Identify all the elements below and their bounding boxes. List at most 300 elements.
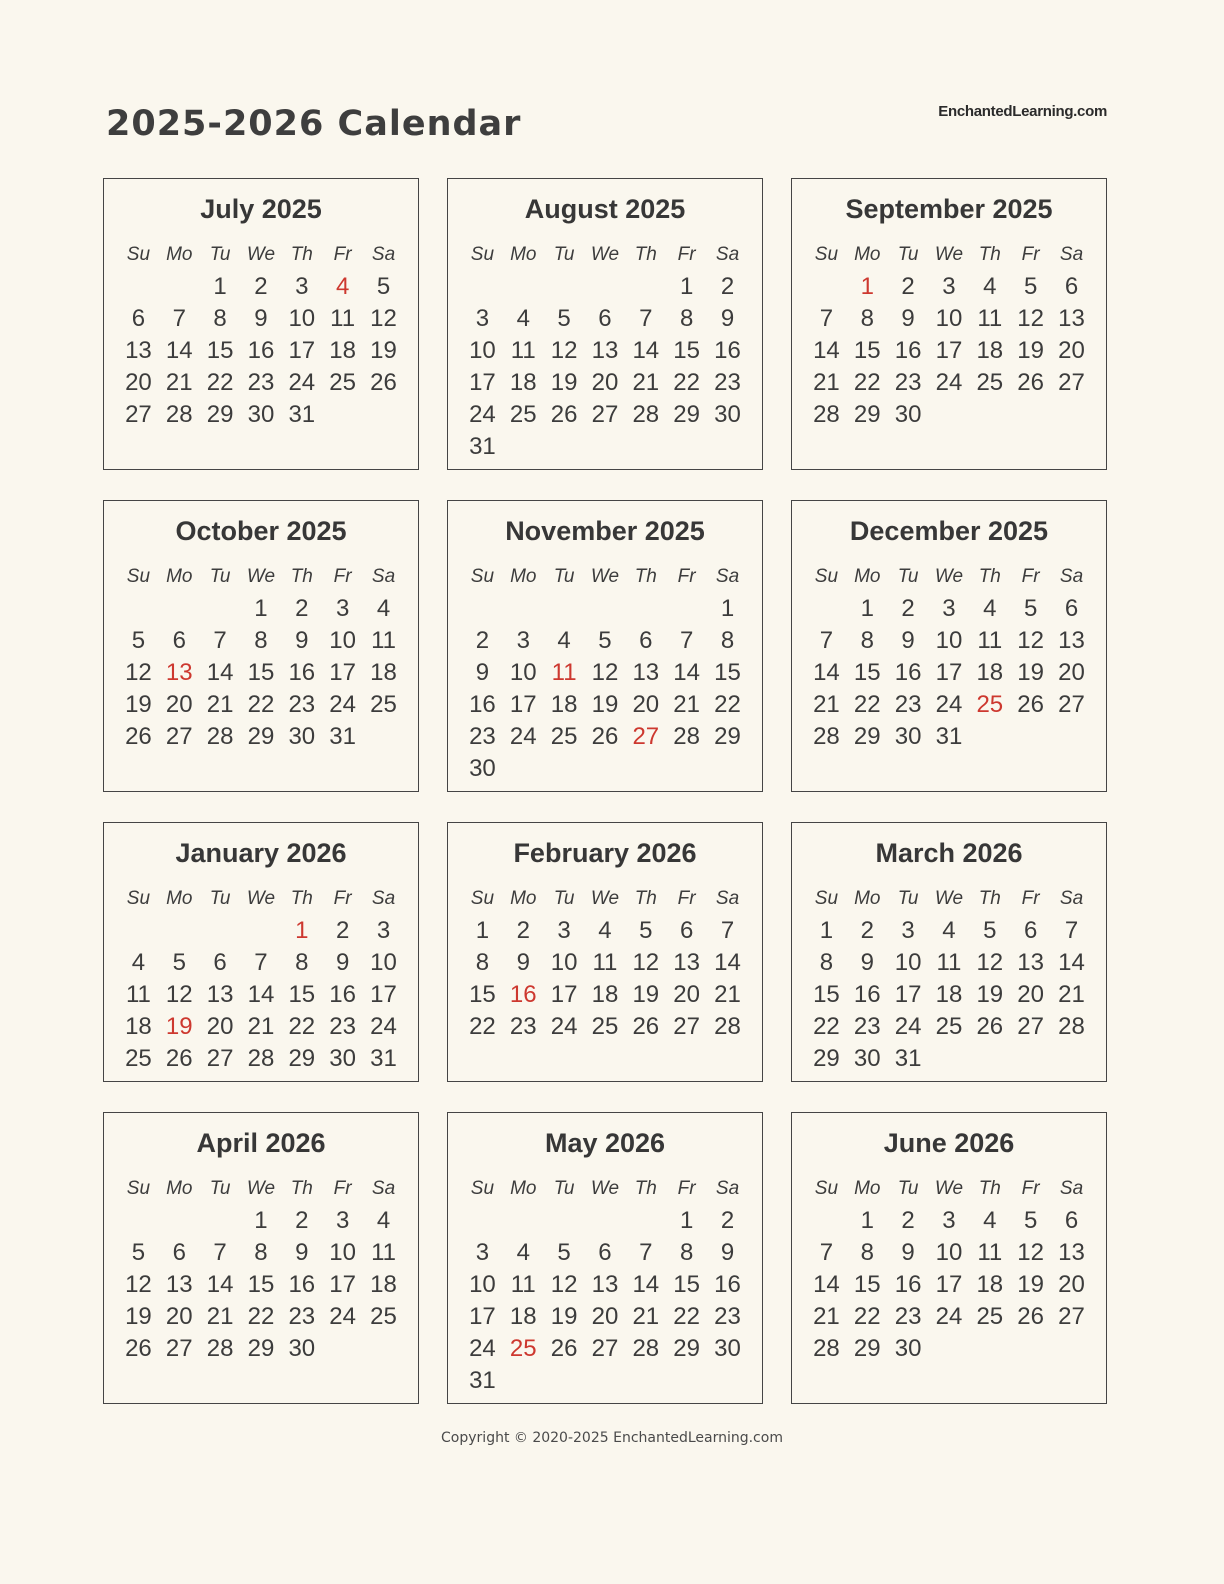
day-cell: 1	[819, 917, 834, 944]
empty-cell	[363, 1333, 404, 1365]
day-cell: 31	[370, 1045, 397, 1072]
weekday-label: Sa	[371, 1178, 396, 1199]
week-row	[462, 335, 748, 367]
day-cell: 3	[942, 1207, 956, 1234]
day-cell: 11	[510, 1271, 536, 1298]
empty-cell	[159, 593, 200, 625]
weekday-header-row	[462, 561, 748, 593]
day-cell: 9	[475, 659, 490, 686]
day-cell: 21	[813, 1303, 840, 1330]
empty-cell	[969, 1043, 1010, 1075]
day-cell: 16	[329, 981, 356, 1008]
month-table	[806, 561, 1092, 753]
month-title: May 2026	[544, 1128, 666, 1158]
day-cell: 23	[509, 1013, 537, 1040]
empty-cell	[1051, 1043, 1092, 1075]
day-cell: 4	[516, 305, 530, 332]
week-row	[462, 625, 748, 657]
day-cell: 30	[469, 755, 496, 782]
day-cell: 28	[632, 401, 660, 428]
day-cell: 18	[509, 369, 537, 396]
day-cell: 11	[977, 305, 1003, 332]
week-row	[118, 625, 404, 657]
day-cell: 3	[516, 627, 530, 654]
day-cell: 6	[1064, 1207, 1079, 1234]
day-cell: 5	[598, 627, 612, 654]
empty-cell	[118, 593, 159, 625]
day-cell: 7	[213, 627, 227, 654]
empty-cell	[625, 1205, 666, 1237]
weekday-label: Mo	[854, 888, 881, 909]
weekday-label: Fr	[333, 1178, 352, 1199]
page-title: 2025-2026 Calendar	[106, 104, 522, 144]
week-row	[462, 947, 748, 979]
day-cell: 29	[853, 1335, 881, 1362]
weekday-label: We	[246, 888, 276, 909]
month-title: April 2026	[196, 1128, 326, 1158]
month-table	[806, 1173, 1092, 1365]
day-cell: 6	[1064, 595, 1079, 622]
day-cell: 4	[335, 273, 350, 300]
day-cell: 21	[673, 691, 700, 718]
day-cell: 29	[206, 401, 234, 428]
weekday-label: Su	[814, 1178, 839, 1199]
weekday-label: Su	[126, 566, 151, 587]
day-cell: 31	[935, 723, 963, 750]
weekday-label: Fr	[1021, 1178, 1040, 1199]
day-cell: 30	[247, 401, 275, 428]
day-cell: 2	[516, 917, 530, 944]
day-cell: 14	[1058, 949, 1085, 976]
day-cell: 10	[469, 1271, 496, 1298]
day-cell: 4	[983, 1207, 997, 1234]
week-row	[806, 625, 1092, 657]
day-cell: 31	[329, 723, 356, 750]
day-cell: 14	[813, 1271, 840, 1298]
day-cell: 13	[1058, 1239, 1085, 1266]
empty-cell	[200, 593, 241, 625]
weekday-label: Fr	[677, 244, 696, 265]
day-cell: 9	[860, 949, 874, 976]
weekday-label: Tu	[209, 244, 231, 265]
months-row	[103, 822, 1107, 1082]
day-cell: 20	[632, 691, 660, 718]
day-cell: 30	[714, 1335, 741, 1362]
day-cell: 26	[632, 1013, 660, 1040]
day-cell: 26	[1017, 369, 1044, 396]
weekday-label: Tu	[209, 566, 231, 587]
day-cell: 20	[1058, 659, 1085, 686]
day-cell: 25	[976, 691, 1004, 718]
weekday-header-row	[118, 239, 404, 271]
weekday-label: Tu	[553, 888, 575, 909]
weekday-label: Sa	[1059, 566, 1084, 587]
day-cell: 1	[295, 917, 309, 944]
day-cell: 6	[172, 627, 186, 654]
day-cell: 30	[329, 1045, 356, 1072]
day-cell: 12	[550, 1271, 578, 1298]
month-table	[462, 883, 748, 1043]
weekday-label: Fr	[677, 566, 696, 587]
day-cell: 19	[550, 369, 578, 396]
month-january-2026	[103, 822, 419, 1082]
day-cell: 23	[469, 723, 496, 750]
empty-cell	[585, 1205, 626, 1237]
day-cell: 9	[254, 305, 268, 332]
empty-cell	[159, 1205, 200, 1237]
day-cell: 2	[901, 595, 915, 622]
day-cell: 26	[591, 723, 619, 750]
day-cell: 13	[125, 337, 152, 364]
weekday-label: We	[246, 566, 276, 587]
day-cell: 2	[901, 273, 915, 300]
day-cell: 23	[894, 1303, 922, 1330]
day-cell: 24	[370, 1013, 397, 1040]
day-cell: 16	[714, 337, 741, 364]
day-cell: 3	[475, 1239, 490, 1266]
weekday-label: Sa	[715, 244, 740, 265]
day-cell: 10	[894, 949, 922, 976]
day-cell: 29	[247, 1335, 275, 1362]
day-cell: 18	[329, 337, 356, 364]
weekday-label: Mo	[510, 244, 537, 265]
day-cell: 6	[131, 305, 146, 332]
weekday-header-row	[806, 561, 1092, 593]
day-cell: 5	[131, 627, 146, 654]
day-cell: 2	[254, 273, 268, 300]
day-cell: 20	[125, 369, 152, 396]
day-cell: 4	[131, 949, 146, 976]
week-row	[806, 1333, 1092, 1365]
day-cell: 24	[469, 1335, 496, 1362]
day-cell: 27	[591, 1335, 619, 1362]
day-cell: 18	[976, 1271, 1004, 1298]
empty-cell	[118, 915, 159, 947]
weekday-label: Fr	[677, 1178, 696, 1199]
weekday-header-row	[462, 1173, 748, 1205]
weekday-label: Fr	[333, 566, 352, 587]
day-cell: 12	[370, 305, 397, 332]
week-row	[118, 1043, 404, 1075]
empty-cell	[1010, 1333, 1051, 1365]
month-april-2026	[103, 1112, 419, 1404]
empty-cell	[625, 1365, 666, 1397]
day-cell: 10	[935, 1239, 963, 1266]
day-cell: 20	[165, 691, 193, 718]
day-cell: 11	[330, 305, 356, 332]
day-cell: 15	[853, 337, 881, 364]
day-cell: 23	[288, 691, 316, 718]
day-cell: 7	[1064, 917, 1079, 944]
day-cell: 15	[469, 981, 496, 1008]
weekday-label: We	[590, 566, 620, 587]
weekday-label: Mo	[854, 1178, 881, 1199]
day-cell: 25	[976, 1303, 1004, 1330]
day-cell: 23	[714, 1303, 741, 1330]
day-cell: 28	[632, 1335, 660, 1362]
month-table	[806, 239, 1092, 431]
day-cell: 27	[1058, 369, 1085, 396]
week-row	[118, 271, 404, 303]
weekday-label: Su	[470, 566, 495, 587]
empty-cell	[363, 399, 404, 431]
month-october-2025	[103, 500, 419, 792]
day-cell: 3	[295, 273, 309, 300]
day-cell: 28	[206, 723, 234, 750]
empty-cell	[929, 1043, 970, 1075]
day-cell: 30	[288, 1335, 316, 1362]
empty-cell	[666, 593, 707, 625]
day-cell: 8	[860, 1239, 874, 1266]
month-title: August 2025	[524, 194, 686, 224]
day-cell: 1	[475, 917, 490, 944]
week-row	[462, 1237, 748, 1269]
day-cell: 25	[370, 691, 397, 718]
week-row	[462, 1301, 748, 1333]
week-row	[462, 1205, 748, 1237]
week-row	[806, 271, 1092, 303]
empty-cell	[707, 753, 748, 785]
day-cell: 7	[819, 1239, 834, 1266]
week-row	[118, 303, 404, 335]
weekday-label: We	[934, 888, 964, 909]
day-cell: 14	[813, 659, 840, 686]
week-row	[462, 1269, 748, 1301]
day-cell: 16	[247, 337, 275, 364]
day-cell: 26	[1017, 691, 1044, 718]
empty-cell	[585, 593, 626, 625]
day-cell: 25	[976, 369, 1004, 396]
empty-cell	[241, 915, 282, 947]
day-cell: 4	[983, 595, 997, 622]
weekday-label: Sa	[715, 888, 740, 909]
weekday-label: Sa	[715, 1178, 740, 1199]
empty-cell	[625, 431, 666, 463]
day-cell: 2	[720, 273, 735, 300]
weekday-label: Mo	[510, 1178, 537, 1199]
week-row	[462, 657, 748, 689]
weekday-label: Fr	[1021, 244, 1040, 265]
day-cell: 3	[901, 917, 915, 944]
day-cell: 20	[165, 1303, 193, 1330]
day-cell: 16	[853, 981, 881, 1008]
day-cell: 10	[935, 627, 963, 654]
day-cell: 4	[376, 1207, 391, 1234]
day-cell: 5	[376, 273, 391, 300]
day-cell: 26	[1017, 1303, 1044, 1330]
day-cell: 18	[370, 659, 397, 686]
empty-cell	[969, 399, 1010, 431]
day-cell: 6	[1023, 917, 1038, 944]
day-cell: 15	[247, 1271, 275, 1298]
day-cell: 8	[213, 305, 227, 332]
day-cell: 17	[935, 1271, 963, 1298]
week-row	[118, 689, 404, 721]
day-cell: 9	[295, 627, 309, 654]
weekday-label: Th	[978, 888, 1001, 909]
weekday-label: Fr	[677, 888, 696, 909]
day-cell: 22	[673, 1303, 700, 1330]
day-cell: 25	[125, 1045, 152, 1072]
weekday-label: Fr	[333, 244, 352, 265]
week-row	[118, 1205, 404, 1237]
empty-cell	[462, 1205, 503, 1237]
empty-cell	[806, 271, 847, 303]
day-cell: 16	[509, 981, 537, 1008]
week-row	[462, 271, 748, 303]
weekday-label: Mo	[854, 566, 881, 587]
week-row	[462, 689, 748, 721]
day-cell: 25	[935, 1013, 963, 1040]
month-june-2026	[791, 1112, 1107, 1404]
week-row	[462, 431, 748, 463]
day-cell: 17	[329, 1271, 356, 1298]
day-cell: 4	[557, 627, 571, 654]
day-cell: 29	[853, 723, 881, 750]
day-cell: 30	[288, 723, 316, 750]
day-cell: 27	[125, 401, 152, 428]
empty-cell	[969, 721, 1010, 753]
day-cell: 13	[165, 659, 193, 686]
weekday-label: Su	[814, 244, 839, 265]
day-cell: 23	[329, 1013, 356, 1040]
weekday-label: Sa	[371, 244, 396, 265]
month-title: October 2025	[175, 516, 347, 546]
day-cell: 1	[254, 595, 268, 622]
day-cell: 31	[288, 401, 316, 428]
weekday-label: We	[934, 1178, 964, 1199]
day-cell: 17	[509, 691, 537, 718]
day-cell: 23	[853, 1013, 881, 1040]
day-cell: 28	[813, 723, 840, 750]
weekday-label: Su	[814, 888, 839, 909]
weekday-label: Th	[978, 244, 1001, 265]
weekday-label: Th	[978, 566, 1001, 587]
day-cell: 3	[557, 917, 571, 944]
week-row	[462, 979, 748, 1011]
weekday-label: We	[934, 244, 964, 265]
day-cell: 25	[370, 1303, 397, 1330]
week-row	[462, 1333, 748, 1365]
weekday-label: Fr	[1021, 566, 1040, 587]
day-cell: 24	[469, 401, 496, 428]
day-cell: 17	[370, 981, 397, 1008]
day-cell: 19	[370, 337, 397, 364]
day-cell: 11	[551, 659, 577, 686]
day-cell: 12	[1017, 305, 1044, 332]
empty-cell	[806, 593, 847, 625]
day-cell: 10	[935, 305, 963, 332]
day-cell: 13	[591, 337, 619, 364]
day-cell: 19	[125, 1303, 152, 1330]
weekday-label: Sa	[1059, 244, 1084, 265]
day-cell: 20	[591, 369, 619, 396]
day-cell: 30	[894, 1335, 922, 1362]
weekday-label: Sa	[1059, 1178, 1084, 1199]
weekday-label: Tu	[553, 1178, 575, 1199]
month-table	[118, 883, 404, 1075]
day-cell: 19	[591, 691, 619, 718]
empty-cell	[544, 271, 585, 303]
day-cell: 1	[720, 595, 735, 622]
day-cell: 7	[639, 305, 653, 332]
day-cell: 26	[125, 723, 152, 750]
weekday-header-row	[806, 883, 1092, 915]
day-cell: 9	[720, 1239, 735, 1266]
week-row	[118, 593, 404, 625]
day-cell: 23	[247, 369, 275, 396]
day-cell: 16	[894, 659, 922, 686]
day-cell: 26	[165, 1045, 193, 1072]
day-cell: 7	[679, 627, 694, 654]
month-table	[118, 561, 404, 753]
day-cell: 7	[172, 305, 186, 332]
weekday-label: Mo	[854, 244, 881, 265]
day-cell: 17	[550, 981, 578, 1008]
week-row	[118, 915, 404, 947]
day-cell: 12	[976, 949, 1004, 976]
site-name: EnchantedLearning.com	[938, 103, 1107, 120]
day-cell: 28	[714, 1013, 741, 1040]
month-title: December 2025	[849, 516, 1049, 546]
weekday-label: Fr	[333, 888, 352, 909]
day-cell: 6	[639, 627, 653, 654]
day-cell: 28	[813, 401, 840, 428]
day-cell: 27	[206, 1045, 234, 1072]
day-cell: 25	[550, 723, 578, 750]
empty-cell	[544, 1205, 585, 1237]
weekday-label: Su	[126, 1178, 151, 1199]
weekday-label: We	[934, 566, 964, 587]
day-cell: 27	[1058, 691, 1085, 718]
month-november-2025	[447, 500, 763, 792]
weekday-label: Th	[290, 244, 313, 265]
day-cell: 4	[598, 917, 612, 944]
empty-cell	[544, 431, 585, 463]
month-title: July 2025	[200, 194, 322, 224]
empty-cell	[1010, 721, 1051, 753]
day-cell: 14	[632, 337, 660, 364]
day-cell: 5	[172, 949, 186, 976]
day-cell: 4	[376, 595, 391, 622]
day-cell: 4	[983, 273, 997, 300]
day-cell: 14	[206, 1271, 234, 1298]
day-cell: 26	[550, 401, 578, 428]
day-cell: 13	[1058, 305, 1085, 332]
week-row	[806, 1237, 1092, 1269]
empty-cell	[544, 593, 585, 625]
day-cell: 25	[509, 1335, 537, 1362]
empty-cell	[969, 1333, 1010, 1365]
day-cell: 1	[679, 1207, 694, 1234]
day-cell: 22	[813, 1013, 840, 1040]
empty-cell	[363, 721, 404, 753]
day-cell: 29	[673, 1335, 700, 1362]
day-cell: 17	[329, 659, 356, 686]
day-cell: 18	[976, 659, 1004, 686]
week-row	[806, 399, 1092, 431]
day-cell: 3	[942, 273, 956, 300]
month-february-2026	[447, 822, 763, 1082]
week-row	[118, 335, 404, 367]
day-cell: 29	[813, 1045, 840, 1072]
day-cell: 24	[550, 1013, 578, 1040]
weekday-label: We	[590, 244, 620, 265]
weekday-label: Su	[470, 1178, 495, 1199]
day-cell: 11	[592, 949, 618, 976]
weekday-label: We	[246, 1178, 276, 1199]
day-cell: 23	[714, 369, 741, 396]
